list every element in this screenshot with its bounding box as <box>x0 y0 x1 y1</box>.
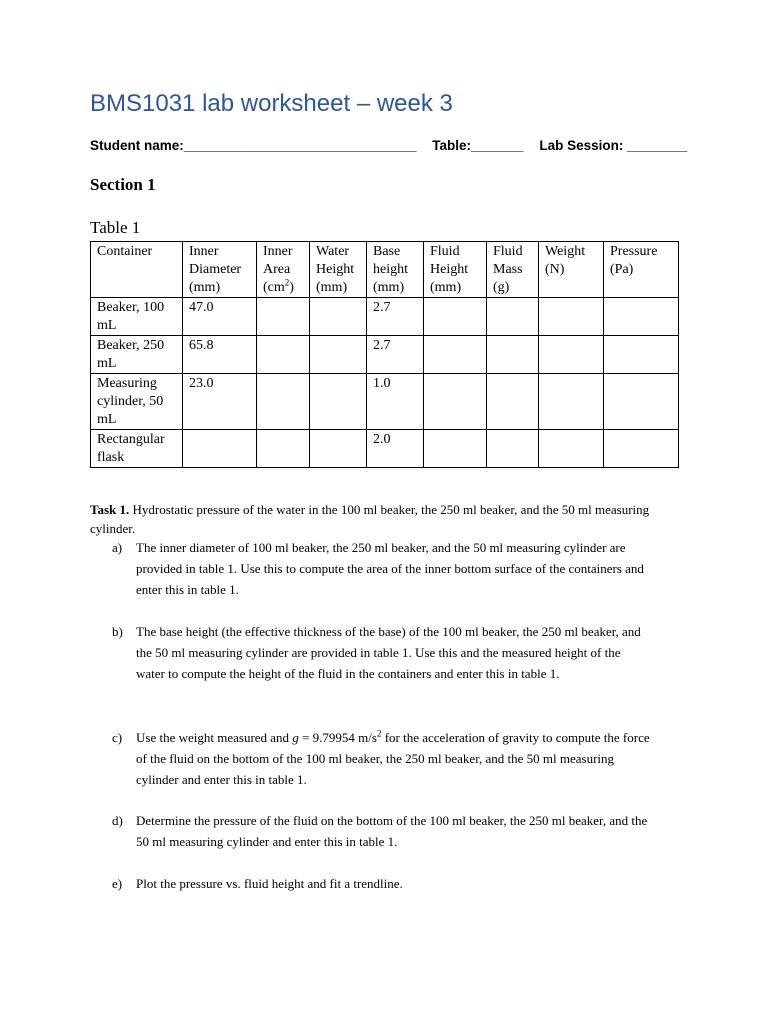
student-name-field[interactable]: Student name:_______________________________ <box>90 138 417 153</box>
cell-pressure[interactable] <box>604 374 679 430</box>
header-fluid-height: Fluid Height (mm) <box>424 242 487 298</box>
item-label: c) <box>112 730 123 745</box>
cell-container: Beaker, 250 mL <box>91 336 183 374</box>
gravity-symbol: g <box>292 730 299 745</box>
cell-pressure[interactable] <box>604 336 679 374</box>
task-item-c <box>112 727 652 790</box>
item-label: a) <box>112 540 123 555</box>
cell-inner-area[interactable] <box>257 430 310 468</box>
cell-base-height: 2.7 <box>367 298 424 336</box>
data-table <box>90 241 679 468</box>
item-label: e) <box>112 876 123 891</box>
table-header-row <box>91 242 679 298</box>
cell-inner-area[interactable] <box>257 336 310 374</box>
cell-weight[interactable] <box>539 336 604 374</box>
cell-inner-diameter: 47.0 <box>183 298 257 336</box>
cell-fluid-mass[interactable] <box>487 430 539 468</box>
task-item-a <box>112 537 652 600</box>
task-intro <box>90 500 650 538</box>
cell-inner-diameter <box>183 430 257 468</box>
cell-inner-diameter: 23.0 <box>183 374 257 430</box>
table-row <box>91 298 679 336</box>
header-water-height: Water Height (mm) <box>310 242 367 298</box>
cell-fluid-mass[interactable] <box>487 298 539 336</box>
cell-fluid-mass[interactable] <box>487 374 539 430</box>
item-label: d) <box>112 813 123 828</box>
cell-weight[interactable] <box>539 430 604 468</box>
student-info-line <box>90 138 690 153</box>
cell-inner-area[interactable] <box>257 374 310 430</box>
task-intro-text: Hydrostatic pressure of the water in the 100 ml beaker, the 250 ml beaker, and the 50 ml measuring cylinder. <box>90 502 650 536</box>
page-title: BMS1031 lab worksheet – week 3 <box>90 90 453 117</box>
cell-fluid-height[interactable] <box>424 298 487 336</box>
header-weight: Weight (N) <box>539 242 604 298</box>
task-item-d <box>112 810 652 852</box>
cell-water-height[interactable] <box>310 298 367 336</box>
table-caption: Table 1 <box>90 218 141 237</box>
cell-base-height: 2.7 <box>367 336 424 374</box>
task-label: Task 1. <box>90 502 130 517</box>
header-inner-diameter: Inner Diameter (mm) <box>183 242 257 298</box>
item-text: Plot the pressure vs. fluid height and fit a trendline. <box>136 876 403 891</box>
cell-fluid-height[interactable] <box>424 430 487 468</box>
task-item-e <box>112 873 652 894</box>
table-row <box>91 430 679 468</box>
table-field[interactable]: Table:_______ <box>432 138 524 153</box>
header-pressure: Pressure (Pa) <box>604 242 679 298</box>
item-text: The inner diameter of 100 ml beaker, the 250 ml beaker, and the 50 ml measuring cylinder are provided in table 1. Use this to compute the area of the inner bottom surface of the containers and enter this in table 1. <box>136 540 644 597</box>
table-row <box>91 336 679 374</box>
item-text: Determine the pressure of the fluid on the bottom of the 100 ml beaker, the 250 ml beaker, and the 50 ml measuring cylinder and enter this in table 1. <box>136 813 648 849</box>
header-container: Container <box>91 242 183 298</box>
cell-water-height[interactable] <box>310 430 367 468</box>
lab-session-field[interactable]: Lab Session: ________ <box>539 138 688 153</box>
cell-fluid-height[interactable] <box>424 336 487 374</box>
cell-weight[interactable] <box>539 374 604 430</box>
task-item-b <box>112 621 652 684</box>
cell-water-height[interactable] <box>310 336 367 374</box>
section-heading: Section 1 <box>90 175 156 194</box>
cell-fluid-mass[interactable] <box>487 336 539 374</box>
table-row <box>91 374 679 430</box>
cell-water-height[interactable] <box>310 374 367 430</box>
item-text: Use the weight measured and g = 9.79954 $m/s^2$ for the acceleration of gravity to compute the force of the fluid on the bottom of the 100 ml beaker, the 250 ml beaker, and the 50 ml measuring cylinder and enter this in table 1. <box>136 728 650 787</box>
header-base-height: Base height (mm) <box>367 242 424 298</box>
cell-pressure[interactable] <box>604 298 679 336</box>
cell-container: Measuring cylinder, 50 mL <box>91 374 183 430</box>
cell-container: Beaker, 100 mL <box>91 298 183 336</box>
item-text: The base height (the effective thickness of the base) of the 100 ml beaker, the 250 ml beaker, and the 50 ml measuring cylinder are provided in table 1. Use this and the measured height of the water to compute the height of the fluid in the containers and enter this in table 1. <box>136 624 641 681</box>
cell-inner-area[interactable] <box>257 298 310 336</box>
cell-inner-diameter: 65.8 <box>183 336 257 374</box>
header-fluid-mass: Fluid Mass (g) <box>487 242 539 298</box>
cell-pressure[interactable] <box>604 430 679 468</box>
cell-weight[interactable] <box>539 298 604 336</box>
cell-fluid-height[interactable] <box>424 374 487 430</box>
item-label: b) <box>112 624 123 639</box>
cell-container: Rectangular flask <box>91 430 183 468</box>
cell-base-height: 1.0 <box>367 374 424 430</box>
header-inner-area: Inner Area $(cm^2)$ <box>257 242 310 298</box>
cell-base-height: 2.0 <box>367 430 424 468</box>
